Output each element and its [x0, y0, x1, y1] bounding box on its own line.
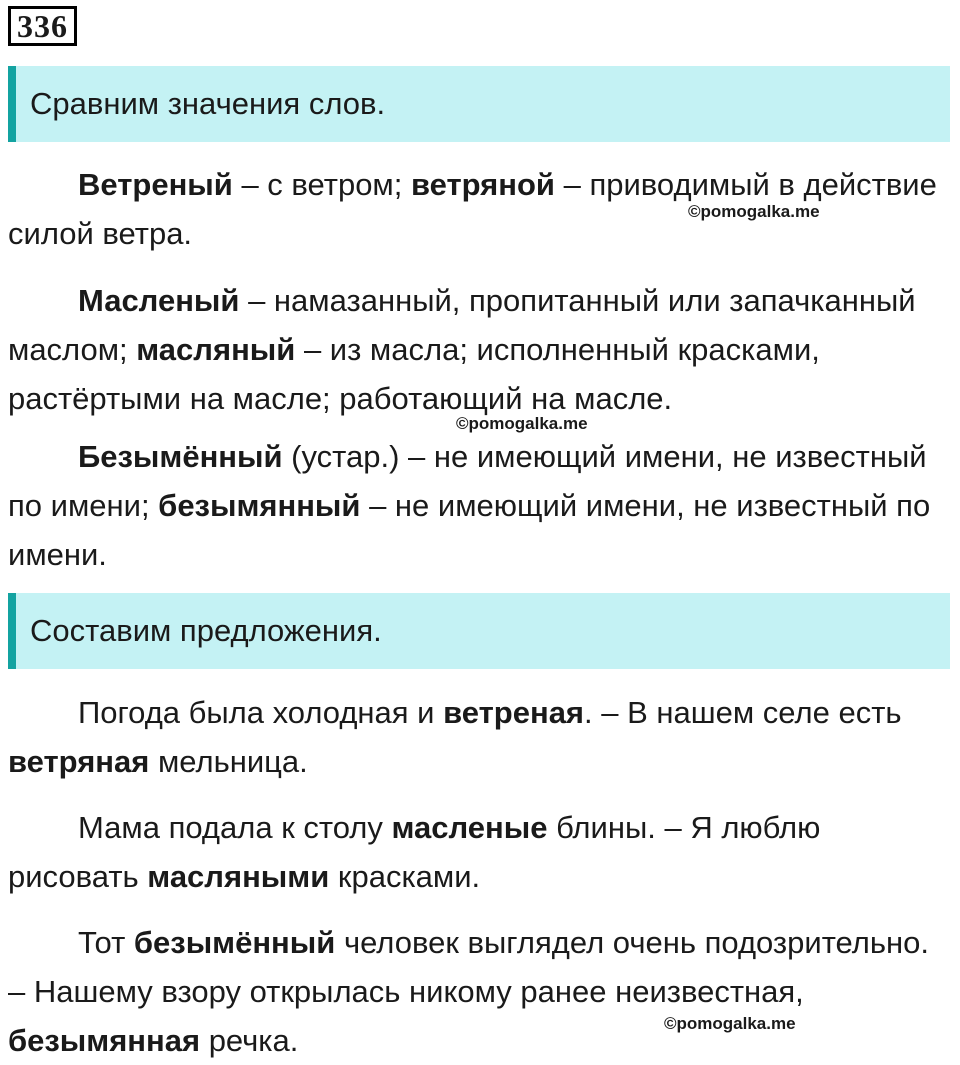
definition-text: (устар.) – не имеющий имени, не известный по имени; — [8, 439, 927, 523]
term-maslyany: масляный — [136, 332, 296, 367]
sentence-text: Погода была холодная и — [78, 695, 444, 730]
sentence-text: Мама подала к столу — [78, 810, 392, 845]
term-bezymyannaya: безымянная — [8, 1023, 201, 1058]
term-bezymyanny: безымянный — [158, 488, 361, 523]
section-sentences-title: Составим предложения. — [30, 613, 382, 648]
definition-text: – не имеющий имени, не известный по имени. — [8, 488, 931, 572]
sentence-text: мельница. — [149, 744, 308, 779]
sentence-text: человек выглядел очень подозрительно. – Нашему взору открылась никому ранее неизвестная, — [8, 925, 929, 1009]
watermark: ©pomogalka.me — [664, 1014, 796, 1033]
definition-text: – из масла; исполненный красками, растёртыми на масле; работающий на масле. — [8, 332, 820, 416]
sentence-paragraph-oily — [8, 803, 953, 901]
meaning-paragraph-nameless — [8, 432, 953, 579]
term-maslenye: масленые — [391, 810, 548, 845]
meaning-paragraph-oily — [8, 276, 953, 423]
term-vetryanoy: ветряной — [410, 167, 555, 202]
sentence-paragraph-nameless — [8, 918, 953, 1065]
term-maslyanymi: масляными — [147, 859, 330, 894]
section-compare-title: Сравним значения слов. — [30, 86, 386, 121]
term-vetrenaya: ветреная — [443, 695, 585, 730]
sentence-text: Тот — [78, 925, 134, 960]
term-bezymyonny: Безымённый — [78, 439, 283, 474]
sentence-text: блины. – Я люблю рисовать — [8, 810, 821, 894]
term-bezymyonny-sentence: безымённый — [133, 925, 336, 960]
term-vetryanaya: ветряная — [8, 744, 150, 779]
sentence-paragraph-windy — [8, 688, 953, 786]
definition-text: – с ветром; — [232, 167, 411, 202]
term-vetreny: Ветреный — [78, 167, 233, 202]
sentence-text: красками. — [329, 859, 481, 894]
watermark: ©pomogalka.me — [456, 414, 588, 433]
term-masleny: Масленый — [78, 283, 240, 318]
definition-text: – намазанный, пропитанный или запачканный маслом; — [8, 283, 916, 367]
task-number: 336 — [8, 6, 77, 46]
sentence-text: речка. — [200, 1023, 299, 1058]
sentence-text: . – В нашем селе есть — [584, 695, 902, 730]
definition-text: – приводимый в действие силой ветра. — [8, 167, 937, 251]
watermark: ©pomogalka.me — [688, 202, 820, 221]
section-sentences-header — [8, 593, 950, 669]
section-compare-header — [8, 66, 950, 142]
